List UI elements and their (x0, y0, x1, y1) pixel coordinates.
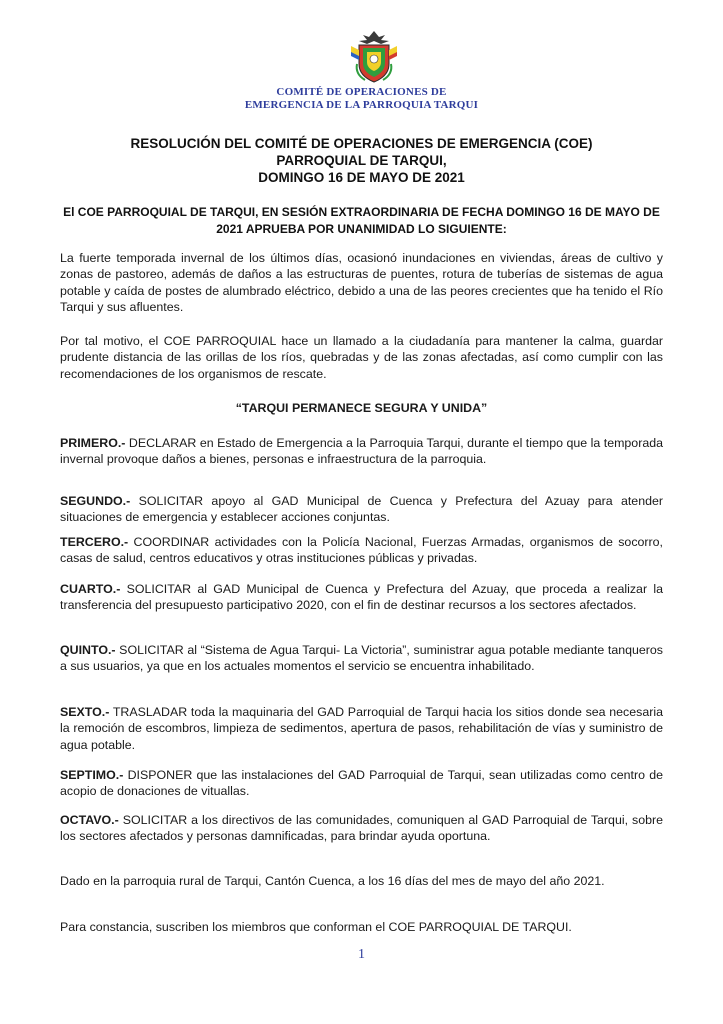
resolution-item-octavo (60, 812, 663, 845)
session-intro: El COE PARROQUIAL DE TARQUI, EN SESIÓN EXTRAORDINARIA DE FECHA DOMINGO 16 DE MAYO DE 2021 APRUEBA POR UNANIMIDAD LO SIGUIENTE: (63, 205, 660, 236)
resolution-label: SEXTO.- (60, 705, 110, 719)
page-number: 1 (358, 947, 365, 962)
resolution-text: COORDINAR actividades con la Policía Nacional, Fuerzas Armadas, organismos de socorro, casas de salud, centros educativos y otras instituciones públicas y privadas. (60, 535, 663, 566)
resolution-title-line2: PARROQUIAL DE TARQUI, (276, 153, 447, 168)
resolution-title-line3: DOMINGO 16 DE MAYO DE 2021 (258, 170, 465, 185)
resolution-text: DECLARAR en Estado de Emergencia a la Parroquia Tarqui, durante el tiempo que la temporada invernal provoque daños a bienes, personas e infraestructura de la parroquia. (60, 436, 663, 467)
slogan: “TARQUI PERMANECE SEGURA Y UNIDA” (235, 401, 488, 415)
closing-signatures: Para constancia, suscriben los miembros que conforman el COE PARROQUIAL DE TARQUI. (60, 920, 572, 934)
context-paragraph-1: La fuerte temporada invernal de los últimos días, ocasionó inundaciones en viviendas, áreas de cultivo y zonas de pastoreo, además de daños a las estructuras de puentes, rotura de tuberías de sistemas de agua potable y caída de postes de alumbrado eléctrico, debido a una de las peores crecientes que ha tenido el Río Tarqui y sus afluentes. (60, 251, 663, 314)
resolution-text: SOLICITAR apoyo al GAD Municipal de Cuenca y Prefectura del Azuay para atender situaciones de emergencia y establecer acciones conjuntas. (60, 494, 663, 525)
closing-given: Dado en la parroquia rural de Tarqui, Cantón Cuenca, a los 16 días del mes de mayo del año 2021. (60, 874, 605, 888)
resolution-label: SEPTIMO.- (60, 768, 124, 782)
context-paragraph-2: Por tal motivo, el COE PARROQUIAL hace un llamado a la ciudadanía para mantener la calma, guardar prudente distancia de las orillas de los ríos, quebradas y de las zonas afectadas, así como cumplir con las recomendaciones de los organismos de rescate. (60, 334, 663, 381)
resolution-text: SOLICITAR al GAD Municipal de Cuenca y Prefectura del Azuay, que proceda a realizar la transferencia del presupuesto participativo 2020, con el fin de destinar recursos a los sectores afectados. (60, 582, 663, 613)
resolution-item-quinto (60, 642, 663, 675)
org-name-line2: EMERGENCIA DE LA PARROQUIA TARQUI (244, 99, 479, 111)
resolution-title-line1: RESOLUCIÓN DEL COMITÉ DE OPERACIONES DE EMERGENCIA (COE) (130, 136, 593, 151)
resolution-label: PRIMERO.- (60, 436, 126, 450)
org-name-line1: COMITÉ DE OPERACIONES DE (276, 86, 447, 98)
resolution-item-cuarto (60, 581, 663, 614)
resolution-item-septimo (60, 767, 663, 800)
resolution-text: TRASLADAR toda la maquinaria del GAD Parroquial de Tarqui hacia los sitios donde sea necesaria la remoción de escombros, limpieza de sedimentos, apertura de pasos, rehabilitación de vías y suministro de agua potable. (60, 705, 663, 752)
resolution-text: DISPONER que las instalaciones del GAD Parroquial de Tarqui, sean utilizadas como centro de acopio de donaciones de vituallas. (60, 768, 663, 799)
resolution-text: SOLICITAR a los directivos de las comunidades, comuniquen al GAD Parroquial de Tarqui, sobre los sectores afectados y personas damnificadas, para brindar ayuda oportuna. (60, 813, 663, 844)
resolution-item-segundo (60, 493, 663, 526)
resolution-item-primero (60, 435, 663, 468)
resolution-text: SOLICITAR al “Sistema de Agua Tarqui- La Victoria”, suministrar agua potable mediante tanqueros a sus usuarios, ya que en los actuales momentos el servicio se encuentra inhabilitado. (60, 643, 663, 674)
resolution-label: TERCERO.- (60, 535, 129, 549)
resolution-label: CUARTO.- (60, 582, 121, 596)
resolution-label: OCTAVO.- (60, 813, 119, 827)
resolution-label: SEGUNDO.- (60, 494, 131, 508)
resolution-item-sexto (60, 704, 663, 753)
resolution-item-tercero (60, 534, 663, 567)
parish-coat-of-arms-logo (345, 28, 403, 84)
resolution-label: QUINTO.- (60, 643, 116, 657)
